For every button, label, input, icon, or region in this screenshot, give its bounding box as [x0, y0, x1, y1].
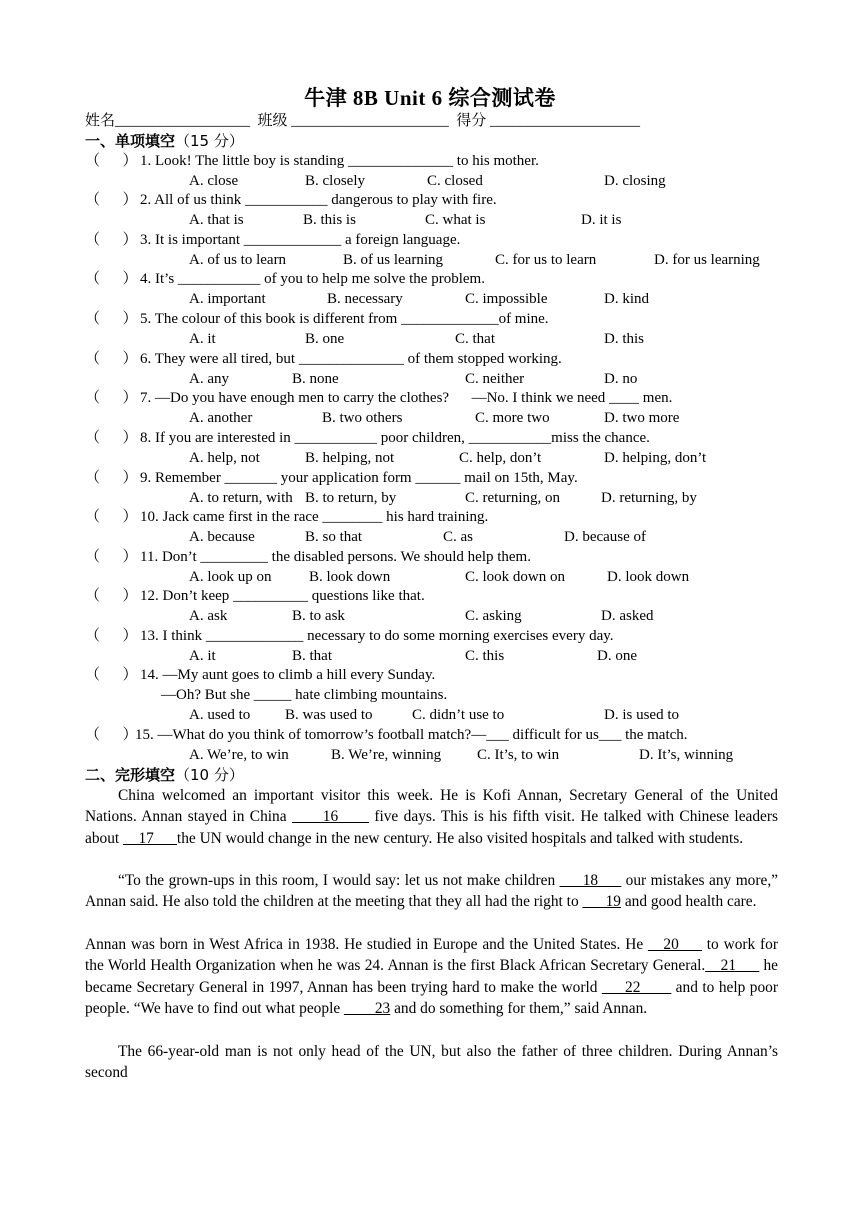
question-stem: 3. It is important _____________ a foreign language.: [140, 232, 461, 248]
option-d: D. because of: [564, 529, 647, 545]
option-d: D. two more: [604, 410, 680, 426]
section-2-heading: [85, 766, 244, 784]
section-2-points: （10 分）: [175, 766, 244, 784]
passage-text: “To the grown-ups in this room, I would say: let us not make children: [118, 872, 560, 889]
passage-paragraph-4: The 66-year-old man is not only head of the UN, but also the father of three children. During Annan’s second: [85, 1043, 778, 1082]
question-stem: 6. They were all tired, but ______________ of them stopped working.: [140, 351, 562, 367]
answer-parentheses: （ ）: [85, 232, 138, 248]
blank-22: ___22____: [601, 978, 672, 996]
passage-paragraph-2: [85, 870, 778, 913]
section-1-heading: [85, 132, 244, 150]
question-2: [85, 191, 497, 209]
question-12: [85, 587, 425, 605]
answer-options: [189, 746, 789, 764]
option-d: D. this: [604, 331, 645, 347]
option-b: B. none: [292, 371, 339, 387]
option-c: C. impossible: [465, 291, 548, 307]
option-d: D. returning, by: [601, 490, 697, 506]
passage-text: five days. This is his fifth visit. He talked with Chinese leaders about: [85, 808, 779, 847]
option-d: D. no: [604, 371, 638, 387]
passage-text: Annan was born in West Africa in 1938. He studied in Europe and the United States. He: [85, 936, 649, 953]
option-c: C. what is: [425, 212, 486, 228]
option-b: B. helping, not: [305, 450, 395, 466]
question-13: [85, 627, 614, 645]
answer-options: [189, 706, 789, 724]
answer-parentheses: （ ）: [85, 390, 138, 406]
passage-text: to work for the World Health Organization when he was 24. Annan is the first Black African Secretary General.: [85, 936, 778, 975]
question-10: [85, 508, 488, 526]
answer-options: [189, 370, 789, 388]
passage-text: and to help poor people. “We have to find out what people: [85, 978, 779, 1018]
question-stem: 11. Don’t _________ the disabled persons. We should help them.: [140, 549, 531, 565]
page-title: 牛津 8B Unit 6 综合测试卷: [304, 86, 556, 110]
option-d: D. for us learning: [654, 252, 760, 268]
option-b: B. this is: [303, 212, 356, 228]
question-stem: 2. All of us think ___________ dangerous to play with fire.: [140, 192, 497, 208]
option-c: C. closed: [427, 173, 483, 189]
option-d: D. It’s, winning: [639, 747, 734, 763]
question-15: [85, 726, 688, 744]
section-1-label: 一、单项填空: [85, 132, 176, 150]
question-stem: 14. —My aunt goes to climb a hill every Sunday.: [140, 667, 436, 683]
option-a: A. to return, with: [189, 490, 293, 506]
passage-text: and good health care.: [620, 893, 757, 911]
question-8: [85, 429, 650, 447]
option-d: D. helping, don’t: [604, 450, 707, 466]
option-b: B. to return, by: [305, 490, 397, 506]
section-1-points: （15 分）: [175, 132, 244, 150]
answer-options: [189, 528, 789, 546]
option-c: C. more two: [475, 410, 550, 426]
option-a: A. help, not: [189, 450, 260, 466]
option-d: D. is used to: [604, 707, 679, 723]
question-11: [85, 548, 531, 566]
answer-parentheses: （ ）: [85, 628, 138, 644]
question-5: [85, 310, 549, 328]
answer-parentheses: （ ）: [85, 549, 138, 565]
blank-23: ____23: [344, 1000, 391, 1018]
option-c: C. help, don’t: [459, 450, 542, 466]
question-stem: 10. Jack came first in the race ________ his hard training.: [140, 509, 489, 525]
answer-options: [189, 449, 789, 467]
answer-parentheses: （ ）: [85, 153, 138, 169]
option-b: B. two others: [322, 410, 403, 426]
option-b: B. closely: [305, 173, 365, 189]
option-d: D. one: [597, 648, 637, 664]
passage-text: China welcomed an important visitor this week. He is Kofi Annan, Secretary General of the United Nations. Annan stayed in China: [85, 787, 778, 826]
option-d: D. asked: [601, 608, 654, 624]
answer-parentheses: （ ）: [85, 311, 138, 327]
passage-text: the UN would change in the new century. He also visited hospitals and talked with students.: [176, 829, 744, 847]
blank-18: ___18___: [559, 872, 622, 889]
answer-options: [189, 211, 789, 229]
question-1: [85, 152, 539, 170]
blank-20: __20___: [648, 936, 702, 953]
answer-options: [189, 172, 789, 190]
option-c: C. for us to learn: [495, 252, 597, 268]
option-b: B. was used to: [285, 707, 373, 723]
option-c: C. look down on: [465, 569, 566, 585]
answer-options: [189, 251, 789, 269]
option-c: C. this: [465, 648, 505, 664]
question-14: [85, 666, 435, 684]
question-stem: 4. It’s ___________ of you to help me solve the problem.: [140, 271, 485, 287]
option-a: A. of us to learn: [189, 252, 287, 268]
answer-parentheses: （ ）: [85, 727, 138, 743]
option-a: A. close: [189, 173, 239, 189]
option-a: A. important: [189, 291, 266, 307]
option-c: C. asking: [465, 608, 522, 624]
blank-19: ___19: [582, 893, 621, 911]
question-7: [85, 389, 672, 407]
passage-paragraph-3: [85, 934, 778, 1020]
question-stem: 12. Don’t keep __________ questions like that.: [140, 588, 425, 604]
answer-parentheses: （ ）: [85, 430, 138, 446]
option-a: A. it: [189, 331, 216, 347]
question-stem: 15. —What do you think of tomorrow’s football match?—___ difficult for us___ the match.: [135, 727, 688, 743]
answer-options: [189, 607, 789, 625]
option-a: A. ask: [189, 608, 228, 624]
passage-text: our mistakes any more,” Annan said. He also told the children at the meeting that they all had the right to: [85, 872, 779, 911]
answer-parentheses: （ ）: [85, 588, 138, 604]
blank-16: ____16____: [291, 808, 369, 826]
answer-parentheses: （ ）: [85, 192, 138, 208]
option-a: A. any: [189, 371, 229, 387]
option-a: A. We’re, to win: [189, 747, 289, 763]
option-c: C. It’s, to win: [477, 747, 560, 763]
option-a: A. because: [189, 529, 255, 545]
option-b: B. that: [292, 648, 332, 664]
question-9: [85, 469, 578, 487]
option-c: C. didn’t use to: [412, 707, 505, 723]
blank-21: __21___: [705, 957, 760, 975]
option-b: B. necessary: [327, 291, 403, 307]
option-a: A. it: [189, 648, 216, 664]
option-c: C. that: [455, 331, 495, 347]
answer-options: [189, 330, 789, 348]
question-stem: 7. —Do you have enough men to carry the clothes? —No. I think we need ____ men.: [140, 390, 673, 406]
answer-options: [189, 409, 789, 427]
option-d: D. closing: [604, 173, 666, 189]
option-b: B. to ask: [292, 608, 345, 624]
option-a: A. used to: [189, 707, 251, 723]
passage-text: and do something for them,” said Annan.: [390, 1000, 648, 1018]
answer-options: [189, 647, 789, 665]
option-c: C. neither: [465, 371, 525, 387]
option-b: B. of us learning: [343, 252, 443, 268]
answer-parentheses: （ ）: [85, 470, 138, 486]
option-d: D. it is: [581, 212, 622, 228]
question-4: [85, 270, 485, 288]
question-3: [85, 231, 460, 249]
option-a: A. another: [189, 410, 253, 426]
student-info-line: 姓名__________________ 班级 _____________________ 得分 ____________________: [85, 113, 641, 129]
question-stem: 13. I think _____________ necessary to do some morning exercises every day.: [140, 628, 614, 644]
section-2-label: 二、完形填空: [85, 766, 176, 784]
answer-options: [189, 290, 789, 308]
option-c: C. as: [443, 529, 473, 545]
question-stem: 8. If you are interested in ___________ poor children, ___________miss the chance.: [140, 430, 650, 446]
question-stem: 5. The colour of this book is different from _____________of mine.: [140, 311, 549, 327]
passage-paragraph-1: [85, 785, 778, 849]
passage-text: he became Secretary General in 1997, Annan has been trying hard to make the world: [85, 957, 779, 996]
option-d: D. kind: [604, 291, 649, 307]
option-b: B. We’re, winning: [331, 747, 442, 763]
option-b: B. one: [305, 331, 345, 347]
answer-parentheses: （ ）: [85, 509, 138, 525]
answer-options: [189, 568, 789, 586]
option-d: D. look down: [607, 569, 690, 585]
option-c: C. returning, on: [465, 490, 560, 506]
option-b: B. so that: [305, 529, 363, 545]
answer-parentheses: （ ）: [85, 667, 138, 683]
question-stem-continued: —Oh? But she _____ hate climbing mountains.: [161, 687, 448, 703]
option-b: B. look down: [309, 569, 391, 585]
answer-options: [189, 489, 789, 507]
question-stem: 9. Remember _______ your application form ______ mail on 15th, May.: [140, 470, 578, 486]
question-6: [85, 350, 562, 368]
option-a: A. look up on: [189, 569, 272, 585]
answer-parentheses: （ ）: [85, 271, 138, 287]
option-a: A. that is: [189, 212, 244, 228]
blank-17: __17___: [123, 829, 177, 847]
answer-parentheses: （ ）: [85, 351, 138, 367]
question-stem: 1. Look! The little boy is standing ______________ to his mother.: [140, 153, 539, 169]
